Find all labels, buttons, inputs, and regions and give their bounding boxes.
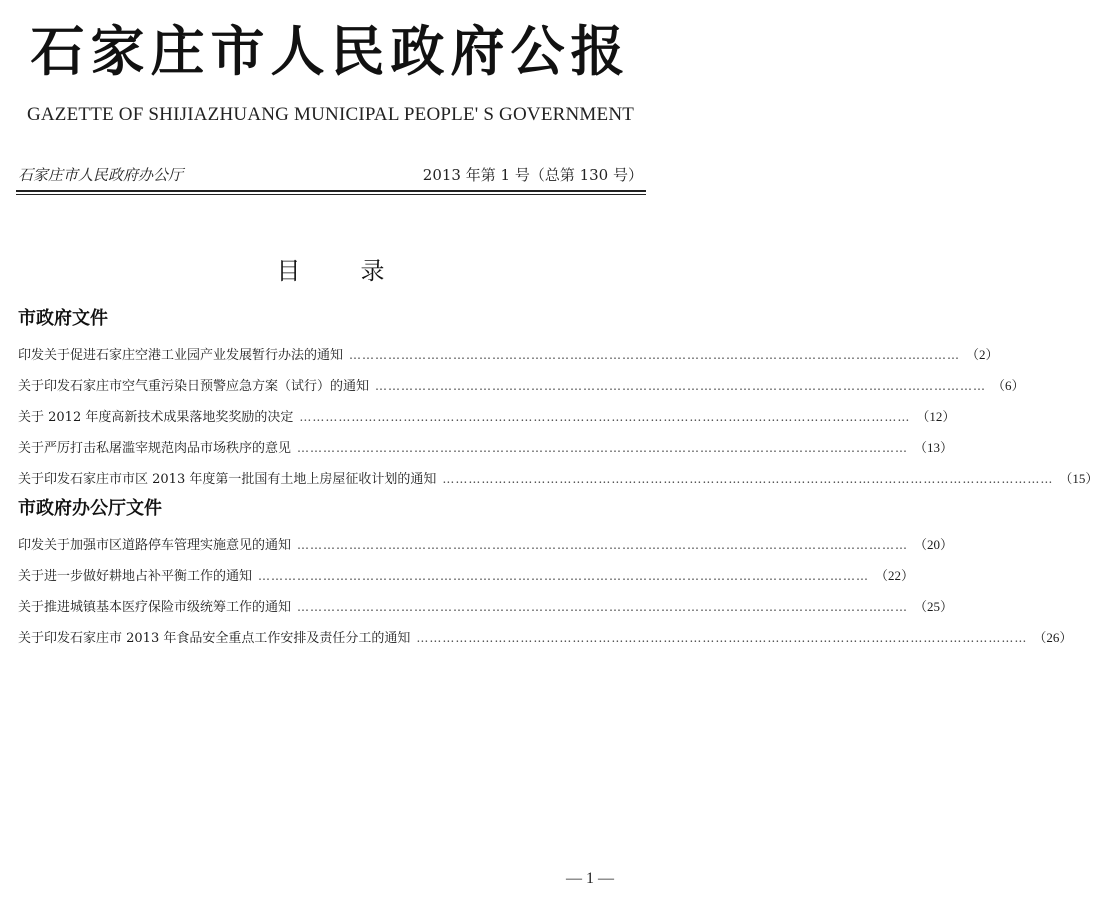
entry-title: 关于 2012 年度高新技术成果落地奖奖励的决定	[18, 410, 294, 425]
toc-entry[interactable]	[18, 529, 954, 560]
dot-leader: ……………………………………………………………………………………………………………………………	[258, 569, 870, 583]
toc-entry[interactable]	[18, 560, 915, 591]
entry-page-number: （12）	[916, 409, 956, 424]
dot-leader: ……………………………………………………………………………………………………………………………	[416, 631, 1028, 645]
entry-title: 印发关于促进石家庄空港工业园产业发展暂行办法的通知	[18, 348, 344, 363]
entry-page-number: （25）	[914, 599, 954, 614]
entry-title: 印发关于加强市区道路停车管理实施意见的通知	[18, 538, 292, 553]
issue-number: 2013 年第 1 号（总第 130 号）	[422, 166, 643, 184]
toc-section-general-office	[18, 496, 1073, 653]
section-title: 市政府办公厅文件	[18, 498, 162, 519]
toc-entry[interactable]	[18, 432, 954, 463]
dot-leader: ……………………………………………………………………………………………………………………………	[442, 472, 1054, 486]
section-title: 市政府文件	[18, 308, 108, 329]
header-rule-thin	[16, 194, 646, 195]
dot-leader: ……………………………………………………………………………………………………………………………	[297, 441, 909, 455]
toc-entry[interactable]	[18, 622, 1073, 653]
toc-entry[interactable]	[18, 401, 956, 432]
entry-page-number: （2）	[966, 347, 999, 362]
toc-entry[interactable]	[18, 339, 999, 370]
gazette-title: 石家庄市人民政府公报	[30, 20, 631, 83]
dot-leader: ……………………………………………………………………………………………………………………………	[299, 410, 911, 424]
dot-leader: ……………………………………………………………………………………………………………………………	[297, 600, 909, 614]
entry-title: 关于严厉打击私屠滥宰规范肉品市场秩序的意见	[18, 441, 292, 456]
toc-entry[interactable]	[18, 591, 954, 622]
entry-page-number: （20）	[914, 537, 954, 552]
entry-page-number: （26）	[1033, 630, 1073, 645]
page-number: — 1 —	[566, 870, 614, 887]
entry-title: 关于印发石家庄市市区 2013 年度第一批国有土地上房屋征收计划的通知	[18, 472, 437, 487]
entry-title: 关于印发石家庄市空气重污染日预警应急方案（试行）的通知	[18, 379, 370, 394]
toc-entry[interactable]	[18, 463, 1098, 494]
gazette-subtitle: GAZETTE OF SHIJIAZHUANG MUNICIPAL PEOPLE' S GOVERNMENT	[26, 104, 635, 125]
entry-title: 关于印发石家庄市 2013 年食品安全重点工作安排及责任分工的通知	[18, 631, 411, 646]
entry-page-number: （22）	[875, 568, 915, 583]
dot-leader: ……………………………………………………………………………………………………………………………	[297, 538, 909, 552]
header-rule-thick	[16, 190, 646, 192]
entry-page-number: （15）	[1059, 471, 1098, 486]
entry-title: 关于推进城镇基本医疗保险市级统筹工作的通知	[18, 600, 292, 615]
dot-leader: ……………………………………………………………………………………………………………………………	[375, 379, 987, 393]
issuer-name: 石家庄市人民政府办公厅	[18, 166, 184, 184]
toc-heading: 目录	[276, 257, 445, 285]
dot-leader: ……………………………………………………………………………………………………………………………	[349, 348, 961, 362]
entry-page-number: （6）	[992, 378, 1025, 393]
toc-section-municipal-government	[18, 306, 1098, 494]
toc-entry[interactable]	[18, 370, 1025, 401]
table-of-contents	[18, 306, 1098, 653]
entry-page-number: （13）	[914, 440, 954, 455]
entry-title: 关于进一步做好耕地占补平衡工作的通知	[18, 569, 253, 584]
